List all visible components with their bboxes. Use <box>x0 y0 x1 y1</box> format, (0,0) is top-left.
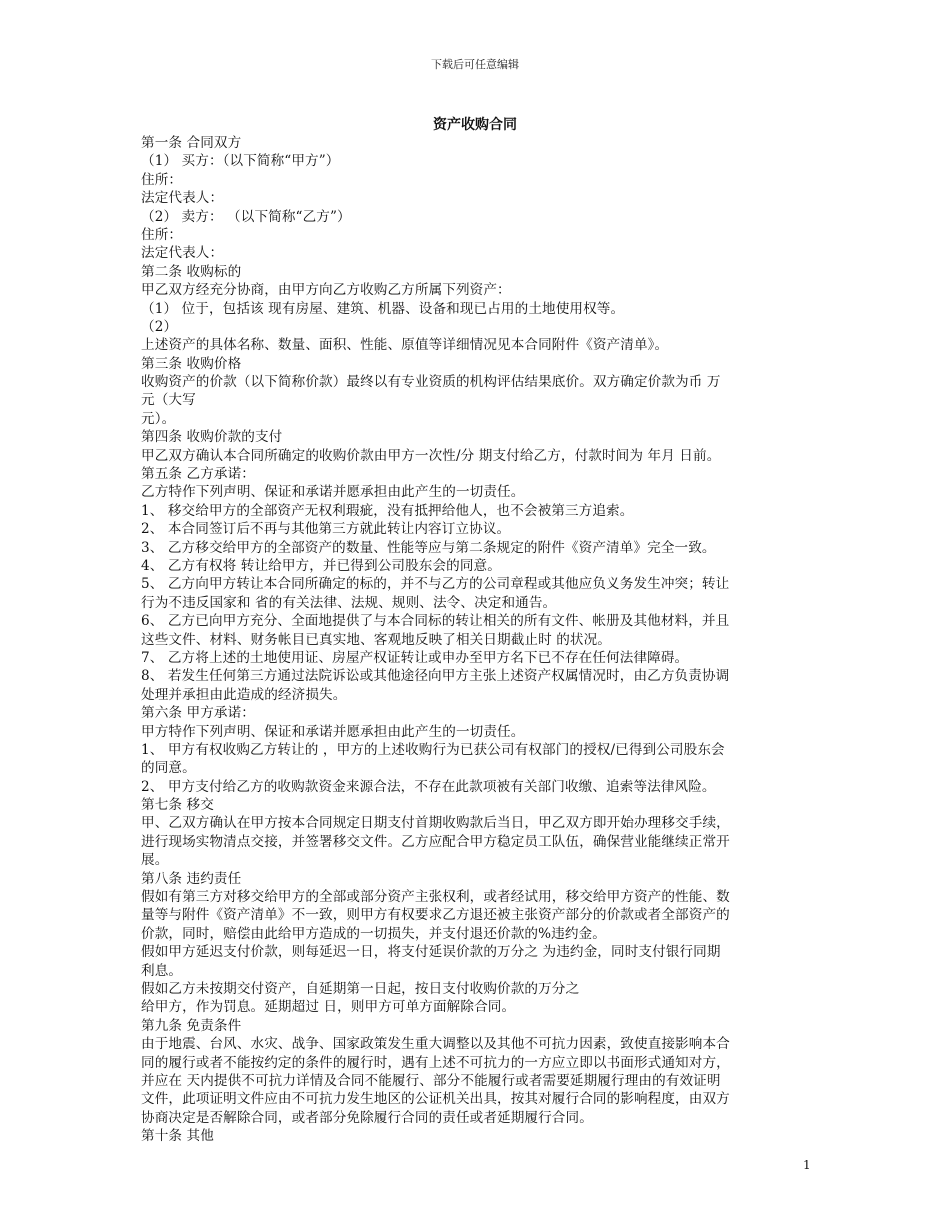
body-line: 协商决定是否解除合同，或者部分免除履行合同的责任或者延期履行合同。 <box>141 1109 593 1126</box>
body-line: 上述资产的具体名称、数量、面积、性能、原值等详细情况见本合同附件《资产清单》。 <box>141 337 669 354</box>
body-line: 法定代表人： <box>141 245 224 262</box>
body-line: 第八条 违约责任 <box>141 870 242 887</box>
body-line: 7、 乙方将上述的土地使用证、房屋产权证转让或申办至甲方名下已不存在任何法律障碍。 <box>141 649 689 666</box>
body-line: 第四条 收购价款的支付 <box>141 429 283 446</box>
body-line: 甲乙双方经充分协商，由甲方向乙方收购乙方所属下列资产： <box>141 282 511 299</box>
body-line: 文件，此项证明文件应由不可抗力发生地区的公证机关出具，按其对履行合同的影响程度，由双方 <box>141 1091 730 1108</box>
body-line: 5、 乙方向甲方转让本合同所确定的标的，并不与乙方的公司章程或其他应负义务发生冲突；转让 <box>141 576 730 593</box>
body-line: 2、 甲方支付给乙方的收购款资金来源合法，不存在此款项被有关部门收缴、追索等法律风险。 <box>141 778 716 795</box>
body-line: 这些文件、材料、财务帐目已真实地、客观地反映了相关日期截止时 的状况。 <box>141 631 612 648</box>
body-line: 6、 乙方已向甲方充分、全面地提供了与本合同标的转让相关的所有文件、帐册及其他材料，并且 <box>141 613 730 630</box>
body-line: 2、 本合同签订后不再与其他第三方就此转让内容订立协议。 <box>141 521 511 538</box>
body-line: 住所： <box>141 226 183 243</box>
body-line: 住所： <box>141 171 183 188</box>
body-line: （2） 卖方： （以下简称“乙方”） <box>141 208 351 225</box>
body-line: 第六条 甲方承诺： <box>141 705 255 722</box>
body-line: 由于地震、台风、水灾、战争、国家政策发生重大调整以及其他不可抗力因素，致使直接影响本合 <box>141 1036 730 1053</box>
body-line: 展。 <box>141 852 169 869</box>
body-line: 法定代表人： <box>141 190 224 207</box>
document-body <box>141 134 811 1145</box>
body-line: 利息。 <box>141 962 183 979</box>
body-line: 第二条 收购标的 <box>141 263 242 280</box>
body-line: 第三条 收购价格 <box>141 355 242 372</box>
body-line: 收购资产的价款（以下简称价款）最终以有专业资质的机构评估结果底价。双方确定价款为币 万 <box>141 374 721 391</box>
body-line: 假如乙方未按期交付资产，自延期第一日起，按日支付收购价款的万分之 <box>141 980 580 997</box>
body-line: 第一条 合同双方 <box>141 135 242 151</box>
body-line: 价款，同时，赔偿由此给甲方造成的一切损失，并支付退还价款的%违约金。 <box>141 925 606 942</box>
body-line: 第十条 其他 <box>141 1128 214 1145</box>
body-line: 并应在 天内提供不可抗力详情及合同不能履行、部分不能履行或者需要延期履行理由的有效证明 <box>141 1072 721 1089</box>
body-line: 假如有第三方对移交给甲方的全部或部分资产主张权利，或者经试用，移交给甲方资产的性能、数 <box>141 889 730 906</box>
body-line: 甲、乙双方确认在甲方按本合同规定日期支付首期收购款后当日，甲乙双方即开始办理移交手续， <box>141 815 730 832</box>
body-line: （2） <box>141 318 178 335</box>
body-line: 元（大写 <box>141 392 196 409</box>
body-line: 甲方特作下列声明、保证和承诺并愿承担由此产生的一切责任。 <box>141 723 525 740</box>
body-line: 量等与附件《资产清单》不一致，则甲方有权要求乙方退还被主张资产部分的价款或者全部资产的 <box>141 907 730 924</box>
body-line: 8、 若发生任何第三方通过法院诉讼或其他途径向甲方主张上述资产权属情况时，由乙方负责协调 <box>141 668 730 685</box>
body-line: 3、 乙方移交给甲方的全部资产的数量、性能等应与第二条规定的附件《资产清单》完全一致。 <box>141 539 716 556</box>
body-line: 第七条 移交 <box>141 797 214 814</box>
body-line: 1、 移交给甲方的全部资产无权利瑕疵，没有抵押给他人，也不会被第三方追索。 <box>141 502 634 519</box>
body-line: 第九条 免责条件 <box>141 1017 242 1034</box>
body-line: 甲乙双方确认本合同所确定的收购价款由甲方一次性/分 期支付给乙方，付款时间为 年月 日前。 <box>141 447 721 464</box>
document-title: 资产收购合同 <box>433 117 517 133</box>
page-number: 1 <box>803 1158 811 1172</box>
body-line: 第五条 乙方承诺： <box>141 466 255 483</box>
body-line: 元）。 <box>141 410 176 427</box>
page-header: 下载后可任意编辑 <box>431 58 519 71</box>
body-line: （1） 买方：（以下简称“甲方”） <box>141 153 340 170</box>
body-line: 乙方特作下列声明、保证和承诺并愿承担由此产生的一切责任。 <box>141 484 525 501</box>
body-line: 进行现场实物清点交接，并签署移交文件。乙方应配合甲方稳定员工队伍，确保营业能继续正常开 <box>141 833 730 850</box>
body-line: 假如甲方延迟支付价款，则每延迟一日，将支付延误价款的万分之 为违约金，同时支付银行同期 <box>141 944 721 961</box>
body-line: 4、 乙方有权将 转让给甲方，并已得到公司股东会的同意。 <box>141 557 501 574</box>
body-line: 1、 甲方有权收购乙方转让的 ，甲方的上述收购行为已获公司有权部门的授权/已得到公司股东会 <box>141 741 725 758</box>
body-line: 处理并承担由此造成的经济损失。 <box>141 686 347 703</box>
body-line: 行为不违反国家和 省的有关法律、法规、规则、法令、决定和通告。 <box>141 594 557 611</box>
body-line: 同的履行或者不能按约定的条件的履行时，遇有上述不可抗力的一方应立即以书面形式通知对方， <box>141 1054 730 1071</box>
body-line: 的同意。 <box>141 760 196 777</box>
body-line: 给甲方，作为罚息。延期超过 日，则甲方可单方面解除合同。 <box>141 999 516 1016</box>
body-line: （1） 位于，包括该 现有房屋、建筑、机器、设备和现已占用的土地使用权等。 <box>141 300 625 317</box>
